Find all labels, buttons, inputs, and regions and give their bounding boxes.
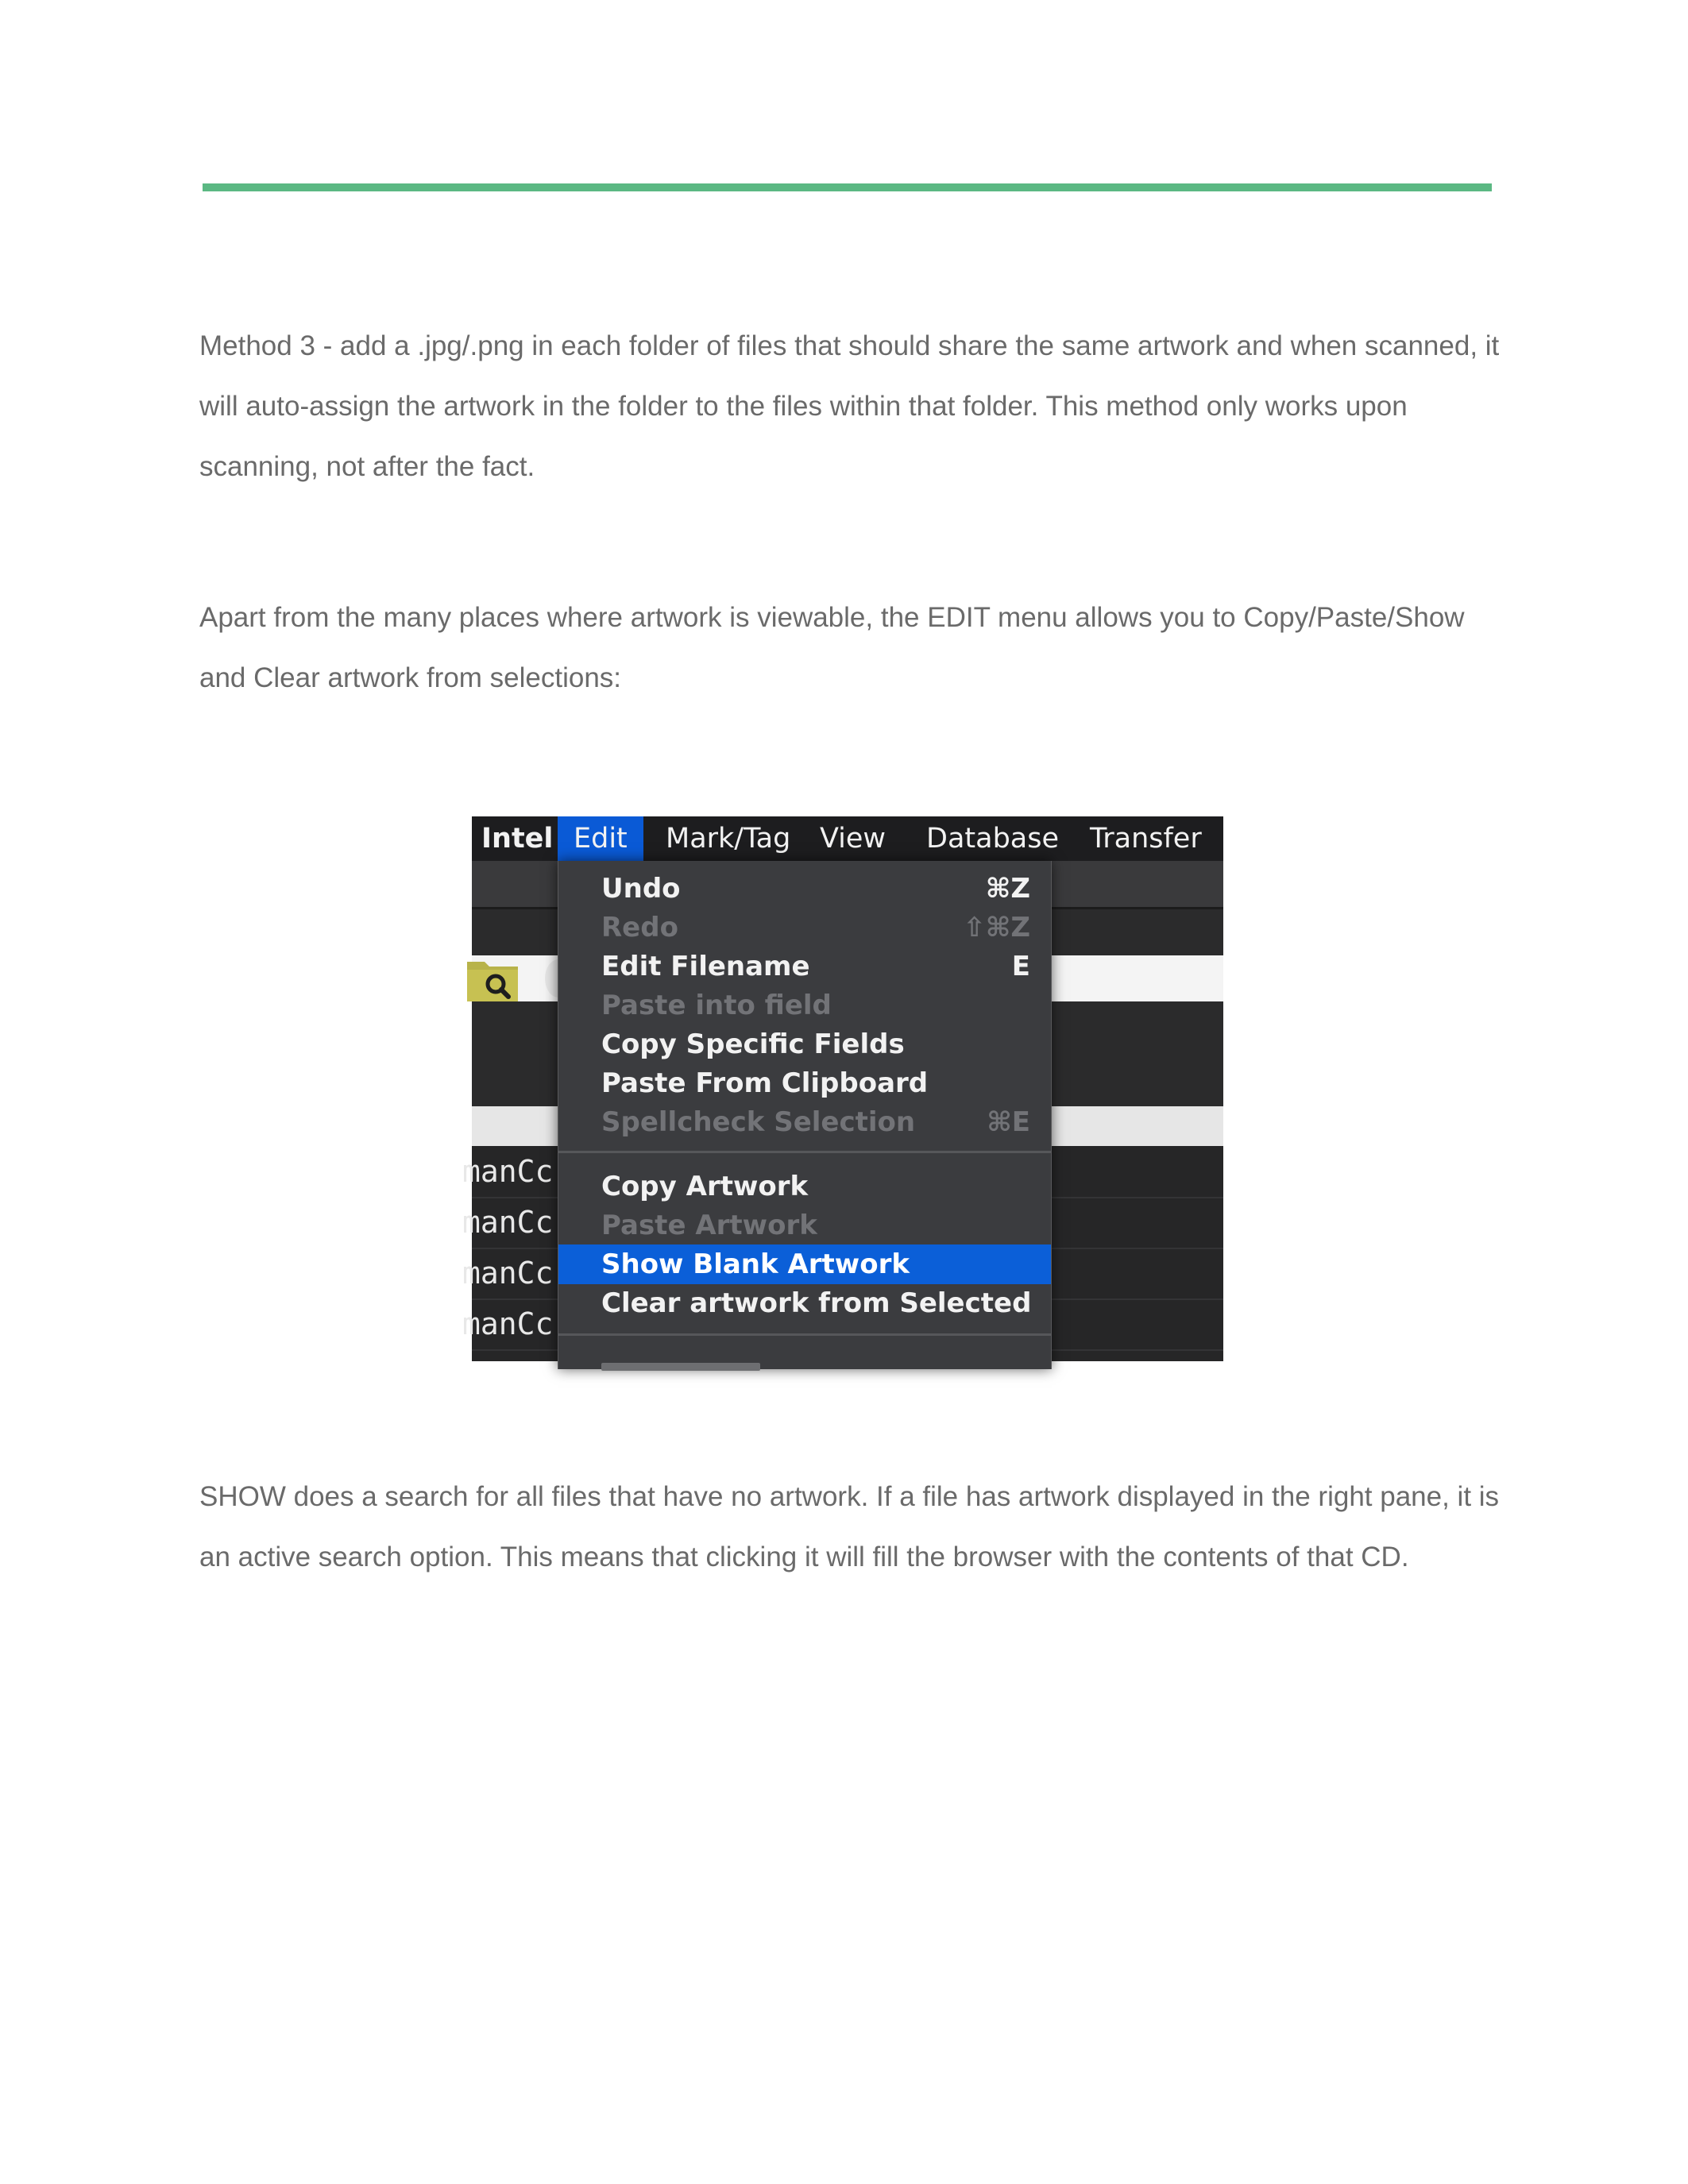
menu-item-redo[interactable] <box>558 908 1051 947</box>
row-filename: manCc <box>462 1306 554 1341</box>
menu-transfer[interactable]: Transfer <box>1090 823 1202 855</box>
menu-item-label: Edit Filename <box>601 951 810 982</box>
paragraph-edit-menu-intro: Apart from the many places where artwork is viewable, the EDIT menu allows you to Copy/Paste/Show and Clear artwork from selections: <box>199 602 1465 693</box>
folder-search-icon[interactable] <box>467 955 518 1001</box>
menu-database[interactable]: Database <box>926 823 1060 855</box>
menu-intel[interactable]: Intel <box>481 823 554 855</box>
paragraph-method-3: Method 3 - add a .jpg/.png in each folder of files that should share the same artwork and when scanned, it will auto-assign the artwork in the folder to the files within that folder. This method only works upon scanning, not after the fact. <box>199 330 1500 482</box>
menu-item-label: Paste into field <box>601 990 832 1021</box>
menu-item-shortcut: ⌘E <box>987 1106 1030 1138</box>
menu-bar <box>472 816 1223 861</box>
menu-item-spellcheck-selection[interactable] <box>558 1102 1051 1142</box>
menu-item-label: Clear artwork from Selected <box>601 1287 1032 1319</box>
menu-item-paste-into-field[interactable] <box>558 986 1051 1025</box>
cut-off-menu-item <box>601 1352 776 1369</box>
menu-item-show-blank-artwork[interactable] <box>558 1244 1051 1284</box>
menu-item-shortcut: E <box>1011 951 1030 982</box>
menu-item-label: Paste Artwork <box>601 1210 817 1241</box>
row-filename: manCc <box>462 1154 554 1189</box>
menu-item-label: Copy Artwork <box>601 1171 809 1202</box>
menu-item-label: Spellcheck Selection <box>601 1106 916 1138</box>
menu-item-edit-filename[interactable] <box>558 947 1051 986</box>
menu-item-copy-specific-fields[interactable] <box>558 1024 1051 1064</box>
menu-mark-tag[interactable]: Mark/Tag <box>666 823 791 855</box>
menu-item-copy-artwork[interactable] <box>558 1167 1051 1206</box>
menu-item-undo[interactable] <box>558 869 1051 909</box>
edit-dropdown-menu <box>558 861 1052 1369</box>
menu-separator <box>558 1333 1051 1336</box>
row-filename: manCc <box>462 1256 554 1291</box>
section-divider <box>203 183 1492 191</box>
menu-item-label: Redo <box>601 912 678 943</box>
menu-item-label: Undo <box>601 873 681 905</box>
menu-separator <box>558 1151 1051 1153</box>
menu-item-label: Copy Specific Fields <box>601 1028 905 1060</box>
menu-item-label: Paste From Clipboard <box>601 1067 929 1099</box>
menu-edit[interactable]: Edit <box>558 816 643 861</box>
paragraph-show-explanation: SHOW does a search for all files that have no artwork. If a file has artwork displayed in the right pane, it is an active search option. This means that clicking it will fill the browser with the contents of that CD. <box>199 1481 1500 1572</box>
menu-item-label: Show Blank Artwork <box>601 1248 910 1280</box>
menu-item-shortcut: ⌘Z <box>985 873 1030 905</box>
menu-item-paste-from-clipboard[interactable] <box>558 1063 1051 1103</box>
edit-menu-screenshot <box>462 816 1223 1361</box>
menu-item-clear-artwork-from-selected[interactable] <box>558 1283 1051 1323</box>
menu-view[interactable]: View <box>820 823 886 855</box>
row-filename: manCc <box>462 1205 554 1240</box>
menu-item-shortcut: ⇧⌘Z <box>963 912 1030 943</box>
menu-item-paste-artwork[interactable] <box>558 1206 1051 1245</box>
